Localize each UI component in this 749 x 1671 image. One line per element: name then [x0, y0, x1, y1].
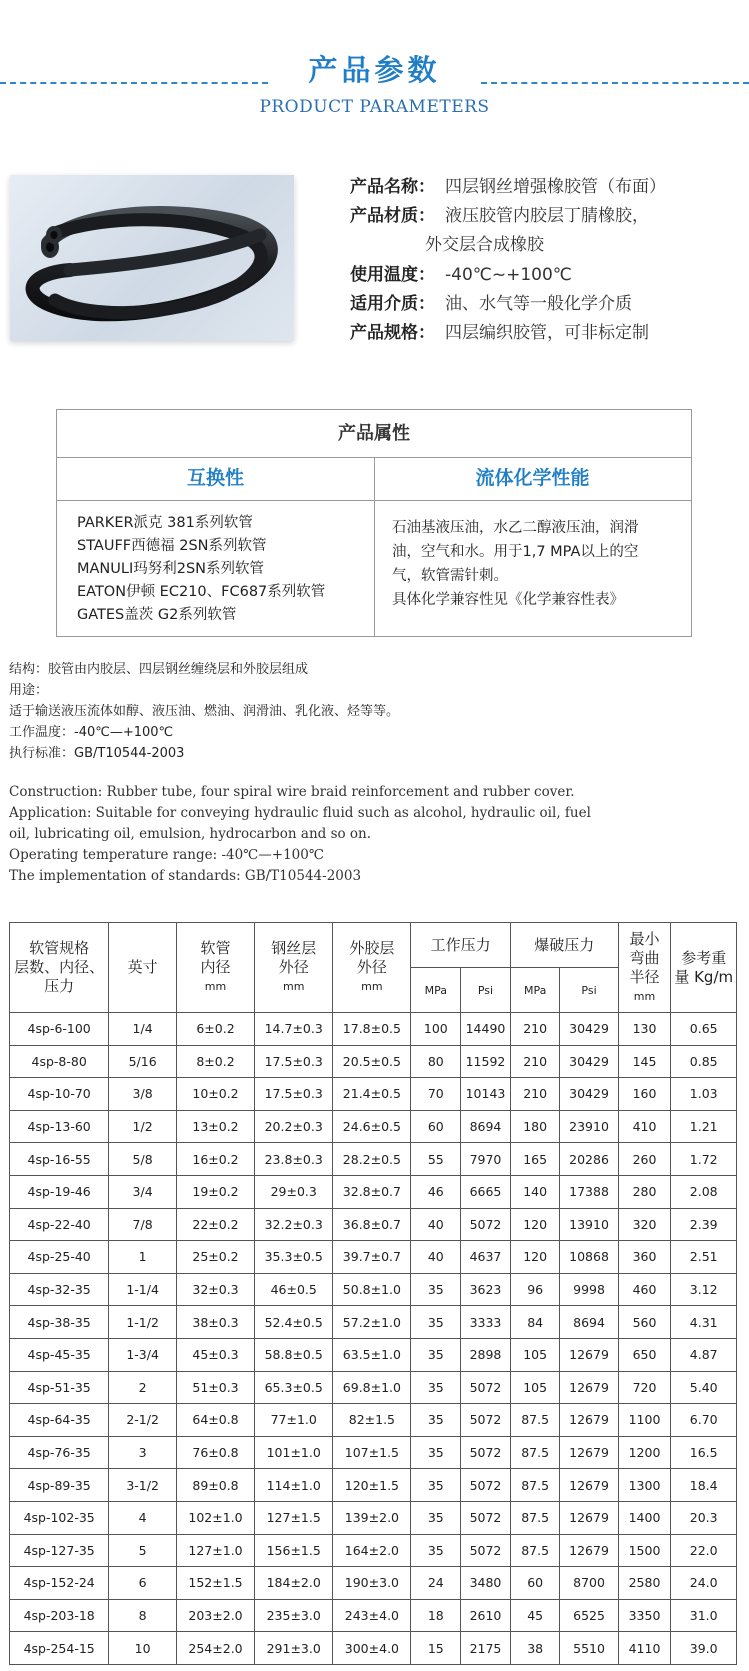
cell-inner-diameter: 25±0.2: [176, 1241, 254, 1274]
properties-title: 产品属性: [57, 410, 691, 458]
cell-bend-radius: 1300: [618, 1469, 671, 1502]
cell-cover-od: 57.2±1.0: [333, 1306, 411, 1339]
cell-work-mpa: 35: [411, 1404, 461, 1437]
cell-inner-diameter: 38±0.3: [176, 1306, 254, 1339]
cell-burst-mpa: 105: [510, 1371, 560, 1404]
en-application: Application: Suitable for conveying hydraulic fluid such as alcohol, hydraulic oil, fuel: [9, 805, 591, 821]
cell-inch: 10: [109, 1632, 177, 1665]
cell-work-psi: 2898: [461, 1338, 511, 1371]
cell-cover-od: 69.8±1.0: [333, 1371, 411, 1404]
interchange-item: MANULI玛努利2SN系列软管: [77, 561, 265, 577]
cell-work-mpa: 35: [411, 1306, 461, 1339]
cell-weight: 4.31: [671, 1306, 737, 1339]
col-burst-header: 爆破压力: [510, 923, 618, 968]
cell-spec: 4sp-25-40: [10, 1241, 109, 1274]
cell-work-mpa: 46: [411, 1175, 461, 1208]
cell-cover-od: 190±3.0: [333, 1567, 411, 1600]
cell-cover-od: 20.5±0.5: [333, 1045, 411, 1078]
cell-burst-psi: 9998: [560, 1273, 618, 1306]
cell-bend-radius: 1500: [618, 1534, 671, 1567]
cell-burst-mpa: 87.5: [510, 1469, 560, 1502]
cell-work-psi: 5072: [461, 1469, 511, 1502]
properties-box: [56, 409, 692, 637]
cell-work-psi: 14490: [461, 1013, 511, 1046]
col-spec-header: 软管规格 层数、内径、 压力: [10, 923, 109, 1013]
table-row: [10, 1338, 737, 1371]
cell-spec: 4sp-203-18: [10, 1599, 109, 1632]
cell-spec: 4sp-127-35: [10, 1534, 109, 1567]
cell-inch: 1/4: [109, 1013, 177, 1046]
param-material: 产品材质： 液压胶管内胶层丁腈橡胶，: [350, 206, 649, 226]
en-temperature: Operating temperature range: -40℃—+100℃: [9, 847, 324, 863]
cell-bend-radius: 460: [618, 1273, 671, 1306]
cell-wire-od: 17.5±0.3: [255, 1078, 333, 1111]
cell-work-psi: 7970: [461, 1143, 511, 1176]
page-title: 产品参数: [308, 53, 441, 87]
cell-work-mpa: 100: [411, 1013, 461, 1046]
cell-burst-psi: 10868: [560, 1241, 618, 1274]
cell-bend-radius: 320: [618, 1208, 671, 1241]
param-material-cont: 外交层合成橡胶: [425, 235, 544, 255]
cell-inch: 5: [109, 1534, 177, 1567]
cell-bend-radius: 260: [618, 1143, 671, 1176]
cell-cover-od: 32.8±0.7: [333, 1175, 411, 1208]
cell-work-mpa: 35: [411, 1273, 461, 1306]
cell-burst-mpa: 38: [510, 1632, 560, 1665]
cell-bend-radius: 360: [618, 1241, 671, 1274]
cell-inner-diameter: 102±1.0: [176, 1501, 254, 1534]
cell-burst-psi: 12679: [560, 1436, 618, 1469]
cell-bend-radius: 145: [618, 1045, 671, 1078]
cell-inner-diameter: 19±0.2: [176, 1175, 254, 1208]
table-row: [10, 1045, 737, 1078]
cell-bend-radius: 2580: [618, 1567, 671, 1600]
cell-inner-diameter: 254±2.0: [176, 1632, 254, 1665]
cell-wire-od: 58.8±0.5: [255, 1338, 333, 1371]
cell-cover-od: 17.8±0.5: [333, 1013, 411, 1046]
cell-spec: 4sp-16-55: [10, 1143, 109, 1176]
cell-burst-psi: 30429: [560, 1078, 618, 1111]
cell-cover-od: 139±2.0: [333, 1501, 411, 1534]
cell-work-mpa: 35: [411, 1436, 461, 1469]
fluid-heading: 流体化学性能: [475, 467, 590, 489]
cell-spec: 4sp-38-35: [10, 1306, 109, 1339]
cell-burst-psi: 8694: [560, 1306, 618, 1339]
cell-work-mpa: 55: [411, 1143, 461, 1176]
table-row: [10, 1436, 737, 1469]
param-name: 产品名称： 四层钢丝增强橡胶管（布面）: [350, 177, 666, 197]
note-usage: 适于输送液压流体如醇、液压油、燃油、润滑油、乳化液、烃等等。: [9, 704, 400, 719]
cell-burst-mpa: 87.5: [510, 1534, 560, 1567]
cell-spec: 4sp-89-35: [10, 1469, 109, 1502]
cell-burst-psi: 12679: [560, 1338, 618, 1371]
cell-weight: 2.08: [671, 1175, 737, 1208]
cell-burst-mpa: 96: [510, 1273, 560, 1306]
cell-bend-radius: 4110: [618, 1632, 671, 1665]
cell-inner-diameter: 89±0.8: [176, 1469, 254, 1502]
fluid-description: 石油基液压油，水乙二醇液压油，润滑 油，空气和水。用于1,7 MPA以上的空 气，软管需针刺。 具体化学兼容性见《化学兼容性表》: [392, 520, 639, 608]
cell-work-mpa: 80: [411, 1045, 461, 1078]
cell-cover-od: 39.7±0.7: [333, 1241, 411, 1274]
cell-inch: 1: [109, 1241, 177, 1274]
cell-work-psi: 5072: [461, 1534, 511, 1567]
cell-burst-mpa: 84: [510, 1306, 560, 1339]
cell-bend-radius: 3350: [618, 1599, 671, 1632]
cell-work-mpa: 35: [411, 1371, 461, 1404]
cell-weight: 1.21: [671, 1110, 737, 1143]
cell-weight: 5.40: [671, 1371, 737, 1404]
cell-burst-mpa: 180: [510, 1110, 560, 1143]
cell-spec: 4sp-102-35: [10, 1501, 109, 1534]
cell-wire-od: 14.7±0.3: [255, 1013, 333, 1046]
cell-cover-od: 107±1.5: [333, 1436, 411, 1469]
col-bend-header: 最小 弯曲 半径 mm: [618, 923, 671, 1013]
cell-bend-radius: 560: [618, 1306, 671, 1339]
cell-work-psi: 3333: [461, 1306, 511, 1339]
cell-work-mpa: 70: [411, 1078, 461, 1111]
cell-burst-psi: 30429: [560, 1045, 618, 1078]
cell-wire-od: 127±1.5: [255, 1501, 333, 1534]
properties-column-divider: [374, 457, 375, 636]
cell-weight: 16.5: [671, 1436, 737, 1469]
cell-burst-psi: 12679: [560, 1534, 618, 1567]
cell-weight: 24.0: [671, 1567, 737, 1600]
cell-weight: 4.87: [671, 1338, 737, 1371]
cell-burst-mpa: 210: [510, 1013, 560, 1046]
cell-burst-mpa: 87.5: [510, 1404, 560, 1437]
cell-wire-od: 20.2±0.3: [255, 1110, 333, 1143]
cell-work-psi: 6665: [461, 1175, 511, 1208]
cell-wire-od: 17.5±0.3: [255, 1045, 333, 1078]
cell-weight: 0.85: [671, 1045, 737, 1078]
table-row: [10, 1143, 737, 1176]
interchange-item: EATON伊顿 EC210、FC687系列软管: [77, 584, 326, 600]
cell-work-mpa: 60: [411, 1110, 461, 1143]
cell-work-psi: 4637: [461, 1241, 511, 1274]
table-row: [10, 1632, 737, 1665]
cell-weight: 1.72: [671, 1143, 737, 1176]
cell-weight: 6.70: [671, 1404, 737, 1437]
cell-spec: 4sp-13-60: [10, 1110, 109, 1143]
cell-spec: 4sp-51-35: [10, 1371, 109, 1404]
cell-cover-od: 21.4±0.5: [333, 1078, 411, 1111]
table-row: [10, 1013, 737, 1046]
cell-work-mpa: 24: [411, 1567, 461, 1600]
cell-work-mpa: 35: [411, 1534, 461, 1567]
col-weight-header: 参考重 量 Kg/m: [671, 923, 737, 1013]
cell-burst-psi: 12679: [560, 1469, 618, 1502]
cell-burst-psi: 20286: [560, 1143, 618, 1176]
cell-burst-mpa: 120: [510, 1208, 560, 1241]
cell-cover-od: 120±1.5: [333, 1469, 411, 1502]
cell-inner-diameter: 10±0.2: [176, 1078, 254, 1111]
cell-inner-diameter: 51±0.3: [176, 1371, 254, 1404]
cell-wire-od: 23.8±0.3: [255, 1143, 333, 1176]
cell-spec: 4sp-6-100: [10, 1013, 109, 1046]
param-spec: 产品规格： 四层编织胶管，可非标定制: [350, 323, 649, 343]
cell-spec: 4sp-32-35: [10, 1273, 109, 1306]
table-row: [10, 1599, 737, 1632]
cell-work-mpa: 40: [411, 1241, 461, 1274]
table-row: [10, 1208, 737, 1241]
page-subtitle: PRODUCT PARAMETERS: [259, 97, 490, 117]
cell-spec: 4sp-10-70: [10, 1078, 109, 1111]
interchange-list: [77, 512, 325, 627]
cell-wire-od: 156±1.5: [255, 1534, 333, 1567]
cell-spec: 4sp-76-35: [10, 1436, 109, 1469]
cell-bend-radius: 410: [618, 1110, 671, 1143]
param-medium: 适用介质： 油、水气等一般化学介质: [350, 294, 632, 314]
interchange-heading: 互换性: [186, 467, 244, 489]
cell-cover-od: 28.2±0.5: [333, 1143, 411, 1176]
cell-bend-radius: 1400: [618, 1501, 671, 1534]
en-standard: The implementation of standards: GB/T10544-2003: [9, 868, 362, 884]
cell-spec: 4sp-45-35: [10, 1338, 109, 1371]
cell-work-psi: 8694: [461, 1110, 511, 1143]
cell-inch: 6: [109, 1567, 177, 1600]
cell-bend-radius: 280: [618, 1175, 671, 1208]
cell-inner-diameter: 45±0.3: [176, 1338, 254, 1371]
cell-inner-diameter: 32±0.3: [176, 1273, 254, 1306]
cell-weight: 2.39: [671, 1208, 737, 1241]
cell-bend-radius: 1200: [618, 1436, 671, 1469]
cell-cover-od: 24.6±0.5: [333, 1110, 411, 1143]
cell-wire-od: 291±3.0: [255, 1632, 333, 1665]
cell-inch: 2-1/2: [109, 1404, 177, 1437]
cell-spec: 4sp-8-80: [10, 1045, 109, 1078]
col-work-header: 工作压力: [411, 923, 510, 968]
cell-wire-od: 65.3±0.5: [255, 1371, 333, 1404]
en-construction: Construction: Rubber tube, four spiral wire braid reinforcement and rubber cover.: [9, 784, 575, 800]
cell-work-psi: 5072: [461, 1404, 511, 1437]
cell-burst-mpa: 87.5: [510, 1501, 560, 1534]
cell-burst-psi: 12679: [560, 1501, 618, 1534]
cell-weight: 39.0: [671, 1632, 737, 1665]
table-row: [10, 1175, 737, 1208]
cell-cover-od: 243±4.0: [333, 1599, 411, 1632]
cell-inch: 3/8: [109, 1078, 177, 1111]
cell-work-psi: 2610: [461, 1599, 511, 1632]
cell-inch: 1-3/4: [109, 1338, 177, 1371]
cell-work-psi: 10143: [461, 1078, 511, 1111]
cell-burst-mpa: 210: [510, 1045, 560, 1078]
cell-burst-mpa: 45: [510, 1599, 560, 1632]
table-row: [10, 1306, 737, 1339]
cell-inch: 3: [109, 1436, 177, 1469]
cell-inch: 1-1/2: [109, 1306, 177, 1339]
cell-burst-mpa: 165: [510, 1143, 560, 1176]
en-application-cont: oil, lubricating oil, emulsion, hydrocarbon and so on.: [9, 826, 372, 842]
cell-spec: 4sp-22-40: [10, 1208, 109, 1241]
cell-inch: 5/16: [109, 1045, 177, 1078]
cell-spec: 4sp-19-46: [10, 1175, 109, 1208]
cell-wire-od: 46±0.5: [255, 1273, 333, 1306]
spec-table-body: [10, 1013, 737, 1665]
cell-work-psi: 5072: [461, 1371, 511, 1404]
cell-inner-diameter: 6±0.2: [176, 1013, 254, 1046]
cell-spec: 4sp-64-35: [10, 1404, 109, 1437]
table-row: [10, 1469, 737, 1502]
cell-work-mpa: 40: [411, 1208, 461, 1241]
cell-wire-od: 114±1.0: [255, 1469, 333, 1502]
cell-bend-radius: 1100: [618, 1404, 671, 1437]
cell-work-mpa: 35: [411, 1469, 461, 1502]
cell-spec: 4sp-152-24: [10, 1567, 109, 1600]
cell-inch: 4: [109, 1501, 177, 1534]
cell-cover-od: 63.5±1.0: [333, 1338, 411, 1371]
cell-bend-radius: 720: [618, 1371, 671, 1404]
cell-weight: 1.03: [671, 1078, 737, 1111]
cell-burst-mpa: 120: [510, 1241, 560, 1274]
table-row: [10, 1534, 737, 1567]
cell-burst-psi: 6525: [560, 1599, 618, 1632]
cell-wire-od: 29±0.3: [255, 1175, 333, 1208]
cell-inch: 7/8: [109, 1208, 177, 1241]
cell-burst-mpa: 140: [510, 1175, 560, 1208]
cell-burst-psi: 13910: [560, 1208, 618, 1241]
table-row: [10, 1110, 737, 1143]
cell-work-mpa: 35: [411, 1501, 461, 1534]
table-row: [10, 1273, 737, 1306]
cell-inner-diameter: 203±2.0: [176, 1599, 254, 1632]
note-standard: 执行标准：GB/T10544-2003: [9, 746, 185, 761]
cell-cover-od: 82±1.5: [333, 1404, 411, 1437]
cell-inner-diameter: 22±0.2: [176, 1208, 254, 1241]
cell-inner-diameter: 13±0.2: [176, 1110, 254, 1143]
cell-wire-od: 32.2±0.3: [255, 1208, 333, 1241]
cell-burst-mpa: 105: [510, 1338, 560, 1371]
interchange-item: GATES盖茨 G2系列软管: [77, 607, 237, 623]
cell-weight: 20.3: [671, 1501, 737, 1534]
cell-wire-od: 101±1.0: [255, 1436, 333, 1469]
cell-bend-radius: 160: [618, 1078, 671, 1111]
cell-inner-diameter: 127±1.0: [176, 1534, 254, 1567]
param-temperature: 使用温度： -40℃~+100℃: [350, 265, 572, 285]
cell-cover-od: 50.8±1.0: [333, 1273, 411, 1306]
cell-inch: 2: [109, 1371, 177, 1404]
cell-burst-psi: 8700: [560, 1567, 618, 1600]
burst-mpa-header: MPa: [510, 968, 560, 1013]
work-psi-header: Psi: [461, 968, 511, 1013]
cell-burst-psi: 12679: [560, 1371, 618, 1404]
table-row: [10, 1241, 737, 1274]
cell-weight: 18.4: [671, 1469, 737, 1502]
cell-burst-mpa: 60: [510, 1567, 560, 1600]
cell-burst-mpa: 87.5: [510, 1436, 560, 1469]
cell-cover-od: 300±4.0: [333, 1632, 411, 1665]
cell-work-mpa: 35: [411, 1338, 461, 1371]
cell-bend-radius: 130: [618, 1013, 671, 1046]
burst-psi-header: Psi: [560, 968, 618, 1013]
cell-work-mpa: 15: [411, 1632, 461, 1665]
interchange-item: STAUFF西德福 2SN系列软管: [77, 538, 267, 554]
cell-work-psi: 5072: [461, 1501, 511, 1534]
title-divider-right: [481, 82, 749, 84]
cell-spec: 4sp-254-15: [10, 1632, 109, 1665]
cell-weight: 2.51: [671, 1241, 737, 1274]
cell-burst-psi: 17388: [560, 1175, 618, 1208]
table-row: [10, 1371, 737, 1404]
col-cover-header: 外胶层 外径 mm: [333, 923, 411, 1013]
cell-bend-radius: 650: [618, 1338, 671, 1371]
cell-work-psi: 2175: [461, 1632, 511, 1665]
note-usage-label: 用途：: [9, 683, 49, 698]
col-inch-header: 英寸: [109, 923, 177, 1013]
cell-work-mpa: 18: [411, 1599, 461, 1632]
cell-wire-od: 35.3±0.5: [255, 1241, 333, 1274]
table-row: [10, 1404, 737, 1437]
spec-table: [9, 922, 737, 1665]
cell-burst-psi: 5510: [560, 1632, 618, 1665]
cell-cover-od: 36.8±0.7: [333, 1208, 411, 1241]
cell-inch: 5/8: [109, 1143, 177, 1176]
cell-burst-psi: 23910: [560, 1110, 618, 1143]
cell-weight: 22.0: [671, 1534, 737, 1567]
cell-wire-od: 77±1.0: [255, 1404, 333, 1437]
cell-inch: 1/2: [109, 1110, 177, 1143]
cell-burst-psi: 30429: [560, 1013, 618, 1046]
rubber-hose-image: [10, 175, 294, 341]
col-id-header: 软管 内径 mm: [176, 923, 254, 1013]
table-row: [10, 1567, 737, 1600]
cell-burst-mpa: 210: [510, 1078, 560, 1111]
cell-wire-od: 235±3.0: [255, 1599, 333, 1632]
cell-work-psi: 3623: [461, 1273, 511, 1306]
product-photo: [10, 175, 294, 341]
cell-inch: 1-1/4: [109, 1273, 177, 1306]
table-row: [10, 1501, 737, 1534]
cell-work-psi: 11592: [461, 1045, 511, 1078]
cell-inner-diameter: 8±0.2: [176, 1045, 254, 1078]
cell-inner-diameter: 64±0.8: [176, 1404, 254, 1437]
cell-work-psi: 5072: [461, 1436, 511, 1469]
cell-inch: 3/4: [109, 1175, 177, 1208]
col-wire-header: 钢丝层 外径 mm: [255, 923, 333, 1013]
work-mpa-header: MPa: [411, 968, 461, 1013]
cell-work-psi: 3480: [461, 1567, 511, 1600]
interchange-item: PARKER派克 381系列软管: [77, 515, 253, 531]
cell-inch: 8: [109, 1599, 177, 1632]
table-row: [10, 1078, 737, 1111]
title-divider-left: [0, 82, 268, 84]
cell-wire-od: 184±2.0: [255, 1567, 333, 1600]
note-structure: 结构：胶管由内胶层、四层钢丝缠绕层和外胶层组成: [9, 662, 309, 677]
cell-wire-od: 52.4±0.5: [255, 1306, 333, 1339]
cell-burst-psi: 12679: [560, 1404, 618, 1437]
cell-inner-diameter: 16±0.2: [176, 1143, 254, 1176]
cell-work-psi: 5072: [461, 1208, 511, 1241]
cell-cover-od: 164±2.0: [333, 1534, 411, 1567]
cell-weight: 3.12: [671, 1273, 737, 1306]
cell-inner-diameter: 76±0.8: [176, 1436, 254, 1469]
cell-weight: 31.0: [671, 1599, 737, 1632]
cell-inch: 3-1/2: [109, 1469, 177, 1502]
cell-inner-diameter: 152±1.5: [176, 1567, 254, 1600]
cell-weight: 0.65: [671, 1013, 737, 1046]
note-temperature: 工作温度：-40℃—+100℃: [9, 725, 174, 740]
